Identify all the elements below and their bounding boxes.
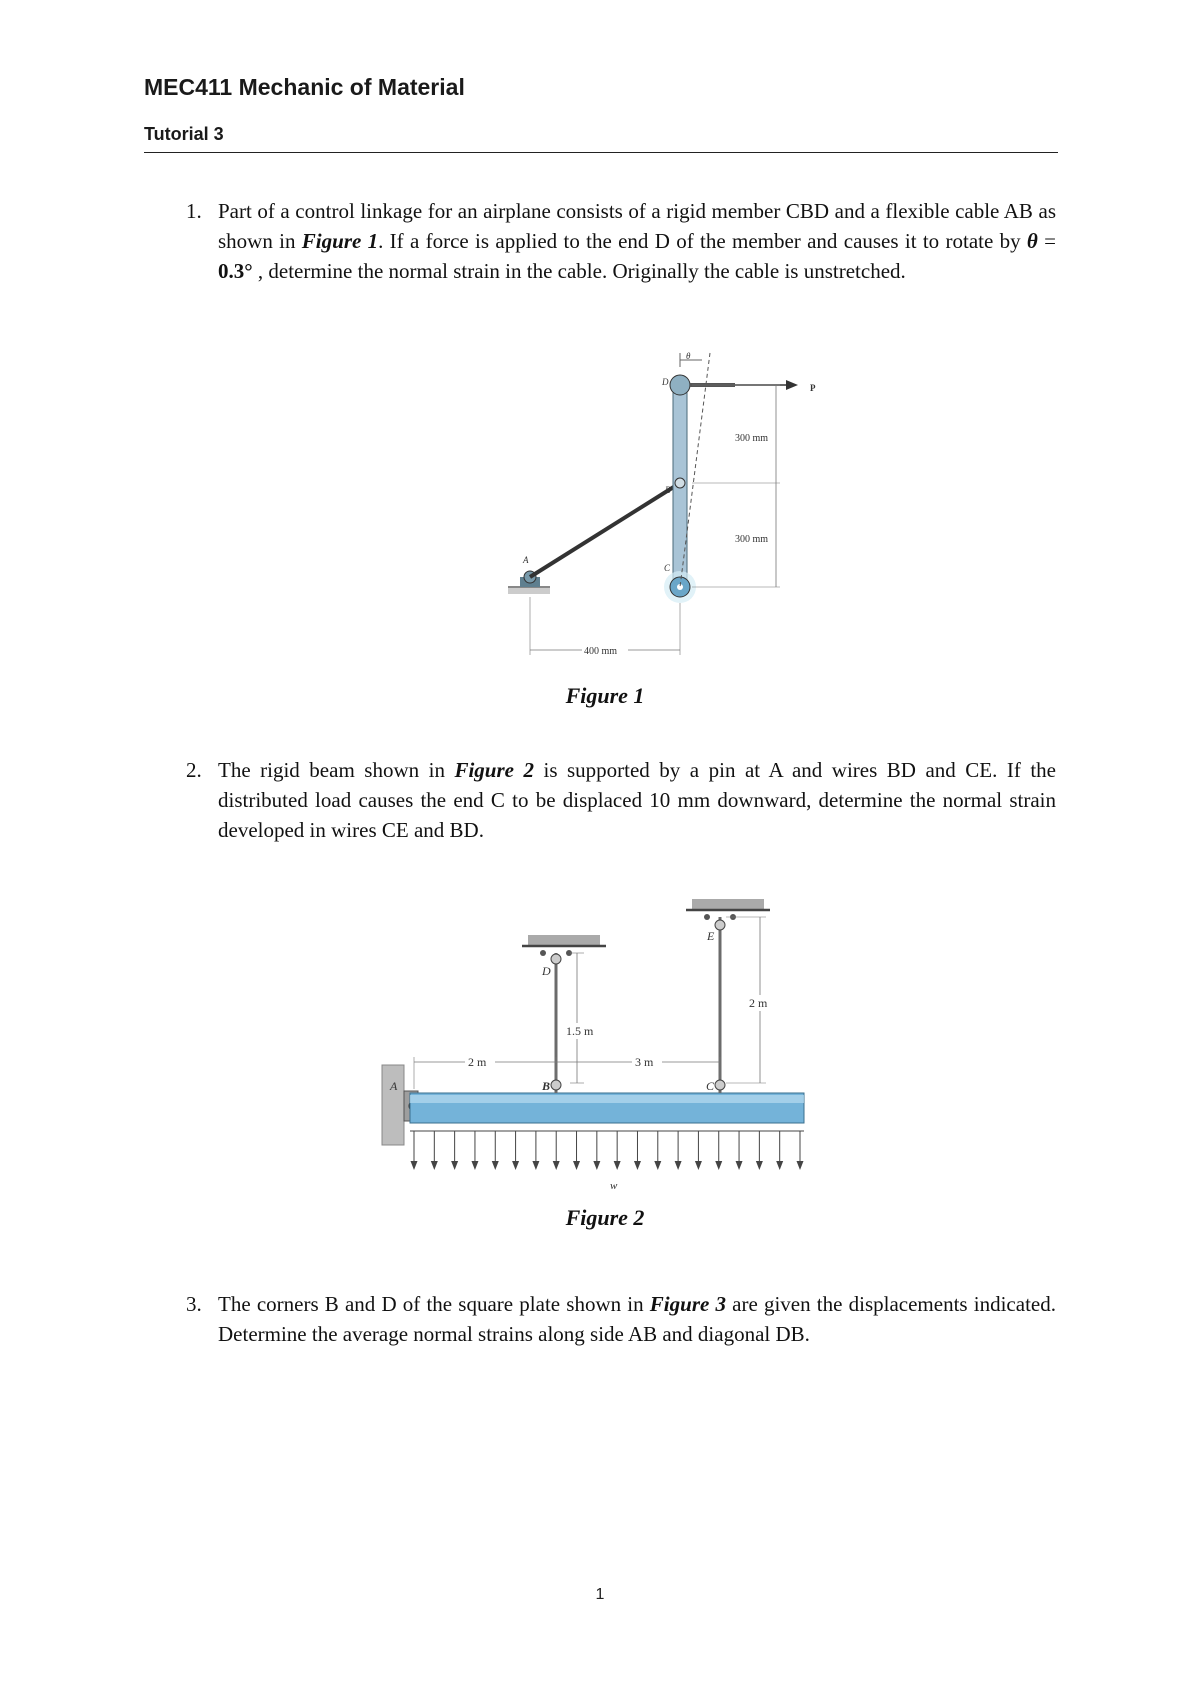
dim-2m-ce: 2 m [749, 996, 768, 1010]
pin-d [670, 375, 690, 395]
ceiling-d [528, 935, 600, 945]
force-arrow-icon [786, 380, 798, 390]
figure-1-caption: Figure 1 [565, 683, 645, 708]
question-text: Part of a control linkage for an airplane consists of a rigid member CBD and a flexible cable AB as shown in [218, 199, 1056, 253]
question-1 [186, 196, 1056, 286]
load-arrow-head-icon [797, 1161, 804, 1170]
label-d: D [542, 964, 551, 978]
pin-d [551, 954, 561, 964]
load-arrow-head-icon [411, 1161, 418, 1170]
label-b: B [665, 485, 671, 495]
page-number: 1 [595, 1586, 605, 1603]
load-arrow-head-icon [471, 1161, 478, 1170]
load-arrow-head-icon [553, 1161, 560, 1170]
pin-b [551, 1080, 561, 1090]
figure-2-caption: Figure 2 [565, 1205, 645, 1230]
question-number: 1. [186, 199, 202, 223]
figure-reference: Figure 2 [454, 758, 534, 782]
wall-support [382, 1065, 404, 1145]
load-arrow-head-icon [492, 1161, 499, 1170]
load-arrow-head-icon [512, 1161, 519, 1170]
label-a: A [390, 1079, 398, 1093]
load-arrow-head-icon [634, 1161, 641, 1170]
label-p: P [810, 383, 816, 393]
question-text: . If a force is applied to the end D of the member and causes it to rotate by [378, 229, 1027, 253]
question-3 [186, 1289, 1056, 1349]
load-arrow-head-icon [532, 1161, 539, 1170]
load-arrow-head-icon [451, 1161, 458, 1170]
load-arrow-head-icon [715, 1161, 722, 1170]
question-text: are given the displacements indicated. Determine the average normal strains along side AB and diagonal DB. [218, 1292, 1056, 1346]
label-e: E [707, 929, 715, 943]
question-2 [186, 755, 1056, 845]
load-arrow-head-icon [431, 1161, 438, 1170]
tutorial-label: Tutorial 3 [144, 124, 224, 144]
load-arrow-head-icon [776, 1161, 783, 1170]
label-d: D [662, 377, 669, 387]
dim-upper-300mm: 300 mm [735, 433, 769, 444]
figure-reference: Figure 3 [649, 1292, 726, 1316]
angle-value: 0.3° [218, 259, 253, 283]
bolt-e-left [704, 914, 710, 920]
ground-hatch [508, 588, 550, 594]
dim-2m-ab: 2 m [468, 1055, 487, 1069]
figure-reference: Figure 1 [301, 229, 379, 253]
label-b: B [542, 1079, 551, 1093]
load-arrow-head-icon [614, 1161, 621, 1170]
dim-3m-bc: 3 m [635, 1055, 654, 1069]
dim-400mm: 400 mm [584, 646, 618, 657]
question-text: is supported by a pin at A and wires BD and CE. If the distributed load causes the end C to be displaced 10 mm downward, determine the normal strain developed in wires CE and BD. [218, 758, 1056, 842]
load-arrow-head-icon [756, 1161, 763, 1170]
question-number: 3. [186, 1292, 202, 1316]
dim-1-5m-bd: 1.5 m [566, 1024, 594, 1038]
label-theta: θ [686, 351, 691, 361]
load-arrow-head-icon [736, 1161, 743, 1170]
label-c: C [706, 1079, 715, 1093]
distributed-load-arrows [411, 1131, 804, 1170]
question-text: , determine the normal strain in the cable. Originally the cable is unstretched. [252, 259, 906, 283]
beam-highlight [410, 1095, 804, 1103]
label-c: C [664, 563, 671, 573]
figure-1-diagram [470, 345, 850, 665]
question-text: The corners B and D of the square plate shown in [218, 1292, 650, 1316]
pin-e [715, 920, 725, 930]
pin-c [715, 1080, 725, 1090]
load-arrow-head-icon [573, 1161, 580, 1170]
question-text: The rigid beam shown in [218, 758, 455, 782]
bolt-d-left [540, 950, 546, 956]
header-divider [144, 152, 1058, 153]
load-arrow-head-icon [695, 1161, 702, 1170]
load-arrow-head-icon [593, 1161, 600, 1170]
course-title: MEC411 Mechanic of Material [144, 74, 465, 100]
dim-lower-300mm: 300 mm [735, 534, 769, 545]
theta-symbol: θ [1026, 229, 1038, 253]
cable-ab [530, 483, 680, 577]
load-arrow-head-icon [675, 1161, 682, 1170]
ceiling-e [692, 899, 764, 909]
pin-b [675, 478, 685, 488]
label-w: w [610, 1180, 618, 1192]
label-a: A [523, 555, 529, 565]
figure-2-diagram [370, 895, 840, 1205]
question-number: 2. [186, 758, 202, 782]
load-arrow-head-icon [654, 1161, 661, 1170]
equals-sign: = [1037, 229, 1056, 253]
